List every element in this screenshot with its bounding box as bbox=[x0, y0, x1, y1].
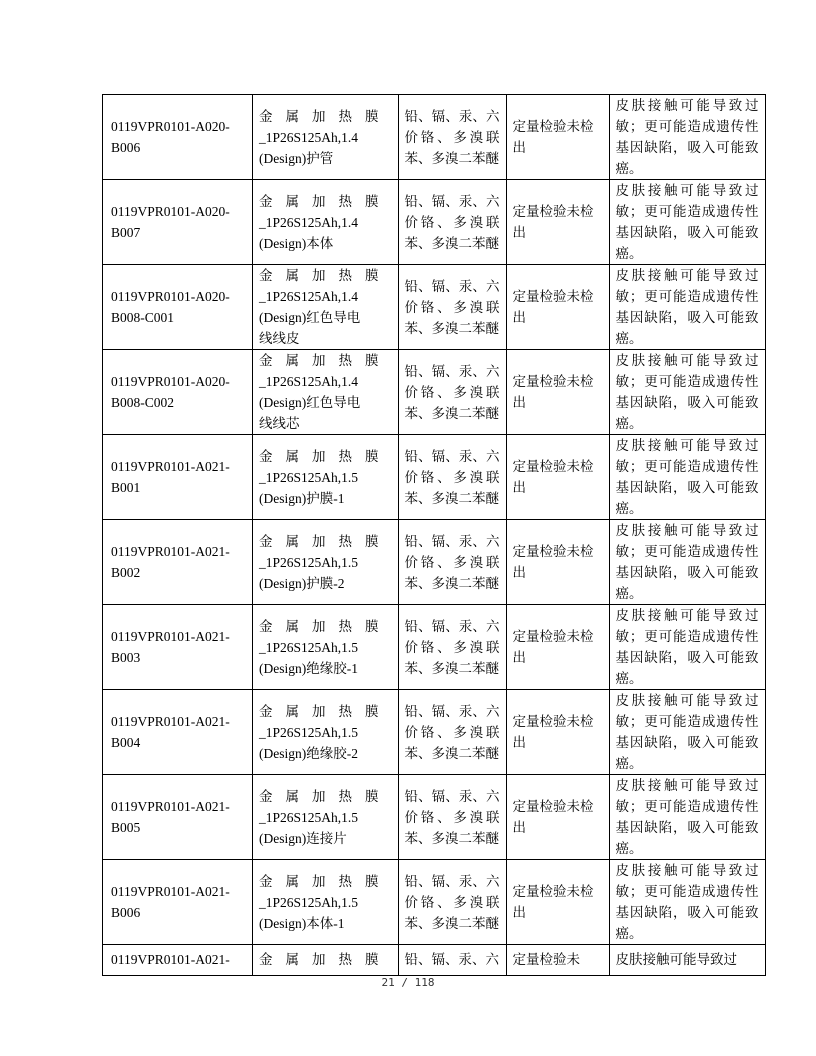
table-body bbox=[103, 95, 766, 976]
part-id-cell: 0119VPR0101-A020-B007 bbox=[103, 180, 253, 265]
substances-cell: 铅、镉、汞、六价铬、多溴联苯、多溴二苯醚 bbox=[398, 435, 506, 520]
part-id-cell: 0119VPR0101-A021-B001 bbox=[103, 435, 253, 520]
part-name-line: 金属加热膜 bbox=[259, 353, 392, 368]
part-name-line: (Design)护膜-1 bbox=[259, 490, 345, 506]
risk-cell: 皮肤接触可能导致过敏；更可能造成遗传性基因缺陷，吸入可能致癌。 bbox=[609, 520, 765, 605]
part-name-line: _1P26S125Ah,1.5 bbox=[259, 639, 359, 655]
hazard-table bbox=[102, 94, 766, 976]
part-name-cell bbox=[253, 435, 399, 520]
part-name-line: 金属加热膜 bbox=[259, 952, 392, 967]
part-name-cell bbox=[253, 95, 399, 180]
part-name-line: (Design)绝缘胶-2 bbox=[259, 745, 358, 761]
result-cell: 定量检验未检出 bbox=[506, 180, 609, 265]
risk-cell: 皮肤接触可能导致过敏；更可能造成遗传性基因缺陷，吸入可能致癌。 bbox=[609, 350, 765, 435]
substances-cell: 铅、镉、汞、六价铬、多溴联苯、多溴二苯醚 bbox=[398, 350, 506, 435]
part-name-cell bbox=[253, 350, 399, 435]
table-row bbox=[103, 265, 766, 350]
result-cell: 定量检验未检出 bbox=[506, 775, 609, 860]
table-row bbox=[103, 520, 766, 605]
part-name-line: 金属加热膜 bbox=[259, 448, 392, 464]
result-cell: 定量检验未检出 bbox=[506, 520, 609, 605]
part-name-line: _1P26S125Ah,1.4 bbox=[259, 289, 359, 304]
substances-cell: 铅、镉、汞、六价铬、多溴联苯、多溴二苯醚 bbox=[398, 520, 506, 605]
part-name-line: 金属加热膜 bbox=[259, 533, 392, 549]
table-row bbox=[103, 350, 766, 435]
part-name-line: _1P26S125Ah,1.4 bbox=[259, 214, 359, 230]
part-id-cell: 0119VPR0101-A020-B006 bbox=[103, 95, 253, 180]
part-name-line: _1P26S125Ah,1.4 bbox=[259, 129, 359, 145]
part-id-cell: 0119VPR0101-A021-B005 bbox=[103, 775, 253, 860]
part-name-cell bbox=[253, 180, 399, 265]
part-name-cell bbox=[253, 775, 399, 860]
risk-cell: 皮肤接触可能导致过敏；更可能造成遗传性基因缺陷，吸入可能致癌。 bbox=[609, 265, 765, 350]
risk-cell: 皮肤接触可能导致过敏；更可能造成遗传性基因缺陷，吸入可能致癌。 bbox=[609, 605, 765, 690]
part-name-cell bbox=[253, 860, 399, 945]
part-name-line: 金属加热膜 bbox=[259, 193, 392, 209]
part-name-line: (Design)绝缘胶-1 bbox=[259, 660, 358, 676]
substances-cell: 铅、镉、汞、六价铬、多溴联苯、多溴二苯醚 bbox=[398, 775, 506, 860]
result-cell: 定量检验未 bbox=[506, 945, 609, 976]
part-name-line: _1P26S125Ah,1.5 bbox=[259, 554, 359, 570]
result-cell: 定量检验未检出 bbox=[506, 860, 609, 945]
part-name-line: _1P26S125Ah,1.5 bbox=[259, 809, 359, 825]
part-name-line: (Design)本体-1 bbox=[259, 915, 345, 931]
part-name-line: (Design)连接片 bbox=[259, 830, 347, 846]
part-id-cell: 0119VPR0101-A021-B003 bbox=[103, 605, 253, 690]
substances-cell: 铅、镉、汞、六价铬、多溴联苯、多溴二苯醚 bbox=[398, 605, 506, 690]
part-id-cell: 0119VPR0101-A021-B004 bbox=[103, 690, 253, 775]
result-cell: 定量检验未检出 bbox=[506, 435, 609, 520]
substances-cell: 铅、镉、汞、六 bbox=[398, 945, 506, 976]
result-cell: 定量检验未检出 bbox=[506, 690, 609, 775]
part-name-line: _1P26S125Ah,1.5 bbox=[259, 469, 359, 485]
part-name-line: 金属加热膜 bbox=[259, 618, 392, 634]
table-row bbox=[103, 95, 766, 180]
part-name-line: (Design)红色导电 bbox=[259, 395, 361, 410]
part-name-line: 线线芯 bbox=[259, 416, 300, 431]
part-name-line: 金属加热膜 bbox=[259, 788, 392, 804]
part-name-line: 金属加热膜 bbox=[259, 108, 392, 124]
part-name-line: _1P26S125Ah,1.4 bbox=[259, 374, 359, 389]
part-id-cell: 0119VPR0101-A020-B008-C002 bbox=[103, 350, 253, 435]
result-cell: 定量检验未检出 bbox=[506, 605, 609, 690]
part-name-line: _1P26S125Ah,1.5 bbox=[259, 724, 359, 740]
substances-cell: 铅、镉、汞、六价铬、多溴联苯、多溴二苯醚 bbox=[398, 690, 506, 775]
part-name-line: (Design)护管 bbox=[259, 150, 334, 166]
part-id-cell: 0119VPR0101-A021-B006 bbox=[103, 860, 253, 945]
part-id-cell: 0119VPR0101-A021- bbox=[103, 945, 253, 976]
risk-cell: 皮肤接触可能导致过敏；更可能造成遗传性基因缺陷，吸入可能致癌。 bbox=[609, 180, 765, 265]
risk-cell: 皮肤接触可能导致过敏；更可能造成遗传性基因缺陷，吸入可能致癌。 bbox=[609, 435, 765, 520]
part-name-cell bbox=[253, 265, 399, 350]
part-name-line: 金属加热膜 bbox=[259, 268, 392, 283]
table-row-partial bbox=[103, 945, 766, 976]
table-row bbox=[103, 180, 766, 265]
substances-cell: 铅、镉、汞、六价铬、多溴联苯、多溴二苯醚 bbox=[398, 860, 506, 945]
substances-cell: 铅、镉、汞、六价铬、多溴联苯、多溴二苯醚 bbox=[398, 265, 506, 350]
part-name-cell bbox=[253, 945, 399, 976]
result-cell: 定量检验未检出 bbox=[506, 350, 609, 435]
part-name-line: 线线皮 bbox=[259, 331, 300, 346]
page-number: 21 / 118 bbox=[381, 976, 435, 989]
part-id-cell: 0119VPR0101-A020-B008-C001 bbox=[103, 265, 253, 350]
part-id-cell: 0119VPR0101-A021-B002 bbox=[103, 520, 253, 605]
result-cell: 定量检验未检出 bbox=[506, 265, 609, 350]
table-row bbox=[103, 860, 766, 945]
risk-cell: 皮肤接触可能导致过敏；更可能造成遗传性基因缺陷，吸入可能致癌。 bbox=[609, 775, 765, 860]
table-row bbox=[103, 775, 766, 860]
risk-cell: 皮肤接触可能导致过敏；更可能造成遗传性基因缺陷，吸入可能致癌。 bbox=[609, 860, 765, 945]
table-row bbox=[103, 605, 766, 690]
part-name-line: (Design)红色导电 bbox=[259, 310, 361, 325]
part-name-cell bbox=[253, 520, 399, 605]
part-name-cell bbox=[253, 605, 399, 690]
part-name-line: _1P26S125Ah,1.5 bbox=[259, 894, 359, 910]
part-name-cell bbox=[253, 690, 399, 775]
part-name-line: 金属加热膜 bbox=[259, 873, 392, 889]
table-row bbox=[103, 435, 766, 520]
risk-cell: 皮肤接触可能导致过敏；更可能造成遗传性基因缺陷，吸入可能致癌。 bbox=[609, 95, 765, 180]
part-name-line: (Design)护膜-2 bbox=[259, 575, 345, 591]
part-name-line: (Design)本体 bbox=[259, 235, 334, 251]
result-cell: 定量检验未检出 bbox=[506, 95, 609, 180]
part-name-line: 金属加热膜 bbox=[259, 703, 392, 719]
risk-cell: 皮肤接触可能导致过敏；更可能造成遗传性基因缺陷，吸入可能致癌。 bbox=[609, 690, 765, 775]
table-row bbox=[103, 690, 766, 775]
substances-cell: 铅、镉、汞、六价铬、多溴联苯、多溴二苯醚 bbox=[398, 95, 506, 180]
risk-cell: 皮肤接触可能导致过 bbox=[609, 945, 765, 976]
substances-cell: 铅、镉、汞、六价铬、多溴联苯、多溴二苯醚 bbox=[398, 180, 506, 265]
